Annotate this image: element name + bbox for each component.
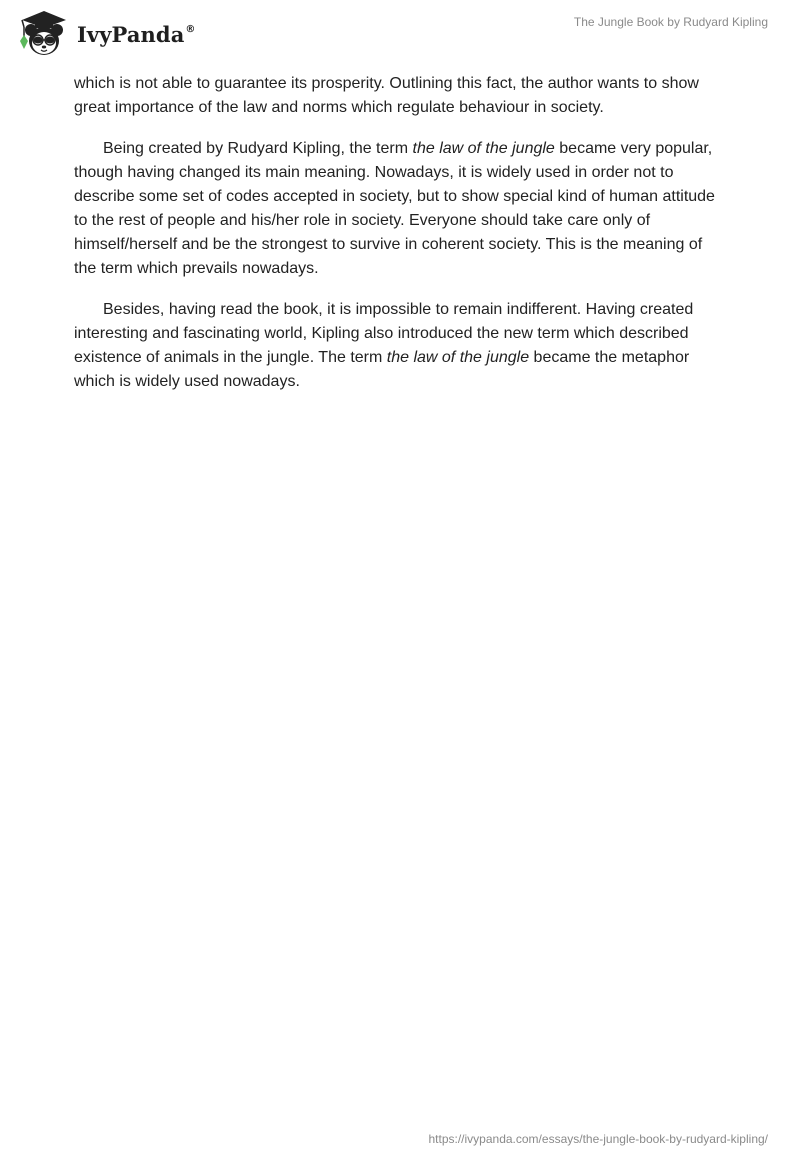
paragraph-text: which is not able to guarantee its prosperity. Outlining this fact, the author wants to show great importance of the law and norms which regulate behaviour in society.	[74, 75, 699, 116]
essay-paragraph-1	[74, 72, 724, 120]
essay-paragraph-2	[74, 137, 724, 281]
paragraph-text: became the metaphor which is widely used nowadays.	[74, 349, 690, 390]
essay-paragraph-3	[74, 298, 724, 394]
page-header	[0, 0, 800, 64]
paragraph-text: Being created by Rudyard Kipling, the term	[103, 140, 413, 157]
panda-graduate-logo-icon	[15, 8, 73, 58]
brand-name: IvyPanda®	[77, 21, 196, 47]
paragraph-text: became very popular, though having changed its main meaning. Nowadays, it is widely used in order not to describe some set of codes accepted in society, but to show special kind of human attitude to the rest of people and his/her role in society. Everyone should take care only of himself/herself and be the strongest to survive in coherent society. This is the meaning of the term which prevails nowadays.	[74, 140, 715, 277]
brand-logo[interactable]	[15, 8, 196, 58]
source-url[interactable]: https://ivypanda.com/essays/the-jungle-book-by-rudyard-kipling/	[428, 1132, 768, 1146]
paragraph-text: Besides, having read the book, it is impossible to remain indifferent. Having created interesting and fascinating world, Kipling also introduced the new term which described existence of animals in the jungle. The term	[74, 301, 694, 366]
term-emphasis: the law of the jungle	[412, 140, 555, 157]
registered-mark: ®	[185, 23, 196, 35]
term-emphasis: the law of the jungle	[386, 349, 530, 366]
document-title: The Jungle Book by Rudyard Kipling	[573, 15, 768, 29]
essay-content	[74, 72, 724, 411]
